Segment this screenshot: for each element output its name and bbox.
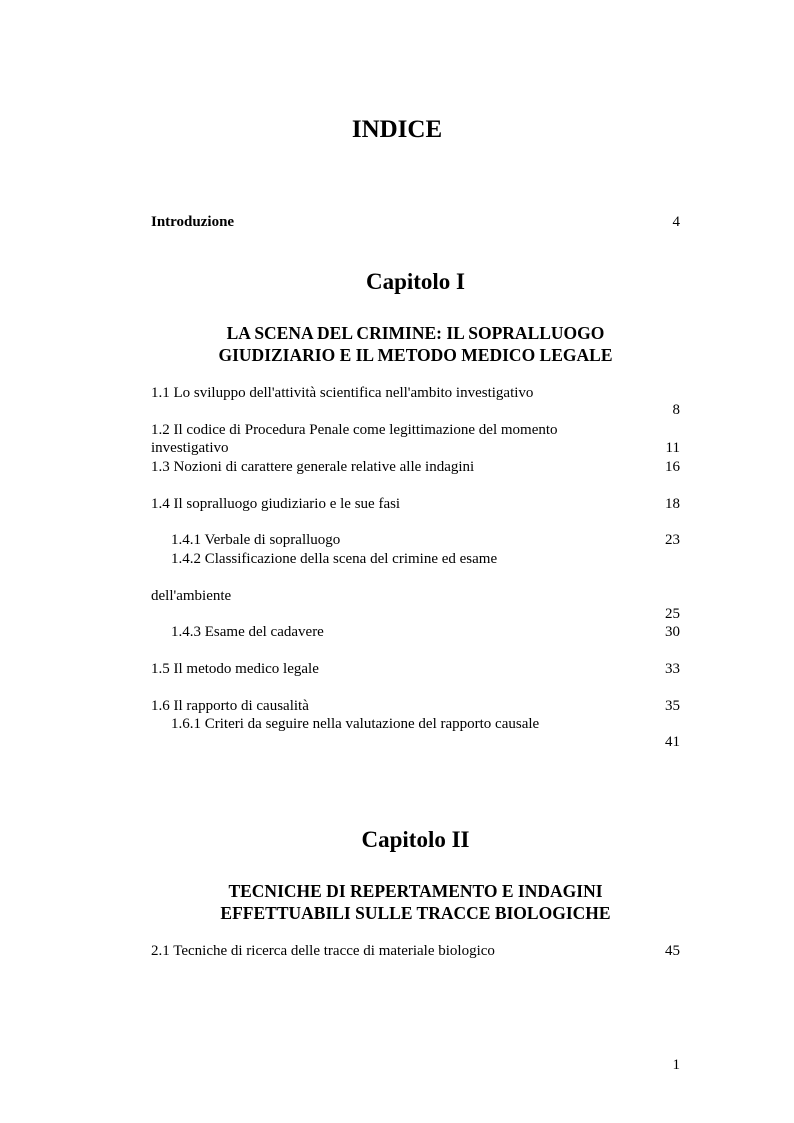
toc-entry-1-6: 1.6 Il rapporto di causalità [151,698,309,714]
toc-page-1-2: 11 [665,440,680,456]
toc-entry-1-4-2-line2: dell'ambiente [151,588,232,604]
toc-entry-1-4: 1.4 Il sopralluogo giudiziario e le sue fasi [151,496,401,512]
toc-page-1-3: 16 [665,459,680,475]
page-number: 1 [672,1057,680,1073]
chapter-2-subtitle-line1: TECNICHE DI REPERTAMENTO E INDAGINI [228,881,603,901]
toc-entry-1-4-2-line1: 1.4.2 Classificazione della scena del crimine ed esame [171,551,498,567]
toc-entry-1-2-line1: 1.2 Il codice di Procedura Penale come legittimazione del momento [151,422,558,438]
toc-page-1-4-2: 25 [665,606,680,622]
toc-entry-1-3: 1.3 Nozioni di carattere generale relative alle indagini [151,459,475,475]
toc-page-1-6-1: 41 [665,734,680,750]
chapter-2-title: Capitolo II [361,827,470,852]
chapter-1-subtitle-line2: GIUDIZIARIO E IL METODO MEDICO LEGALE [218,345,613,365]
chapter-2-subtitle-line2: EFFETTUABILI SULLE TRACCE BIOLOGICHE [220,903,611,923]
toc-page-1-4: 18 [665,496,680,512]
page-title: INDICE [351,116,443,143]
toc-page-1-4-3: 30 [665,624,680,640]
chapter-1-subtitle-line1: LA SCENA DEL CRIMINE: IL SOPRALLUOGO [226,323,605,343]
toc-entry-2-1: 2.1 Tecniche di ricerca delle tracce di materiale biologico [151,943,495,959]
toc-entry-1-5: 1.5 Il metodo medico legale [151,661,319,677]
toc-entry-1-6-1: 1.6.1 Criteri da seguire nella valutazione del rapporto causale [171,716,540,732]
toc-entry-1-4-3: 1.4.3 Esame del cadavere [171,624,324,640]
toc-entry-1-4-1: 1.4.1 Verbale di sopralluogo [171,532,341,548]
toc-page-1-1: 8 [672,402,680,418]
toc-page-1-4-1: 23 [665,532,680,548]
toc-entry-1-1: 1.1 Lo sviluppo dell'attività scientifica nell'ambito investigativo [151,385,534,401]
toc-page-1-6: 35 [665,698,680,714]
toc-page-1-5: 33 [665,661,680,677]
toc-page-introduzione: 4 [672,214,680,230]
chapter-1-title: Capitolo I [365,269,466,294]
toc-page-2-1: 45 [665,943,680,959]
toc-entry-1-2-line2: investigativo [151,440,229,456]
toc-entry-introduzione: Introduzione [151,214,235,230]
